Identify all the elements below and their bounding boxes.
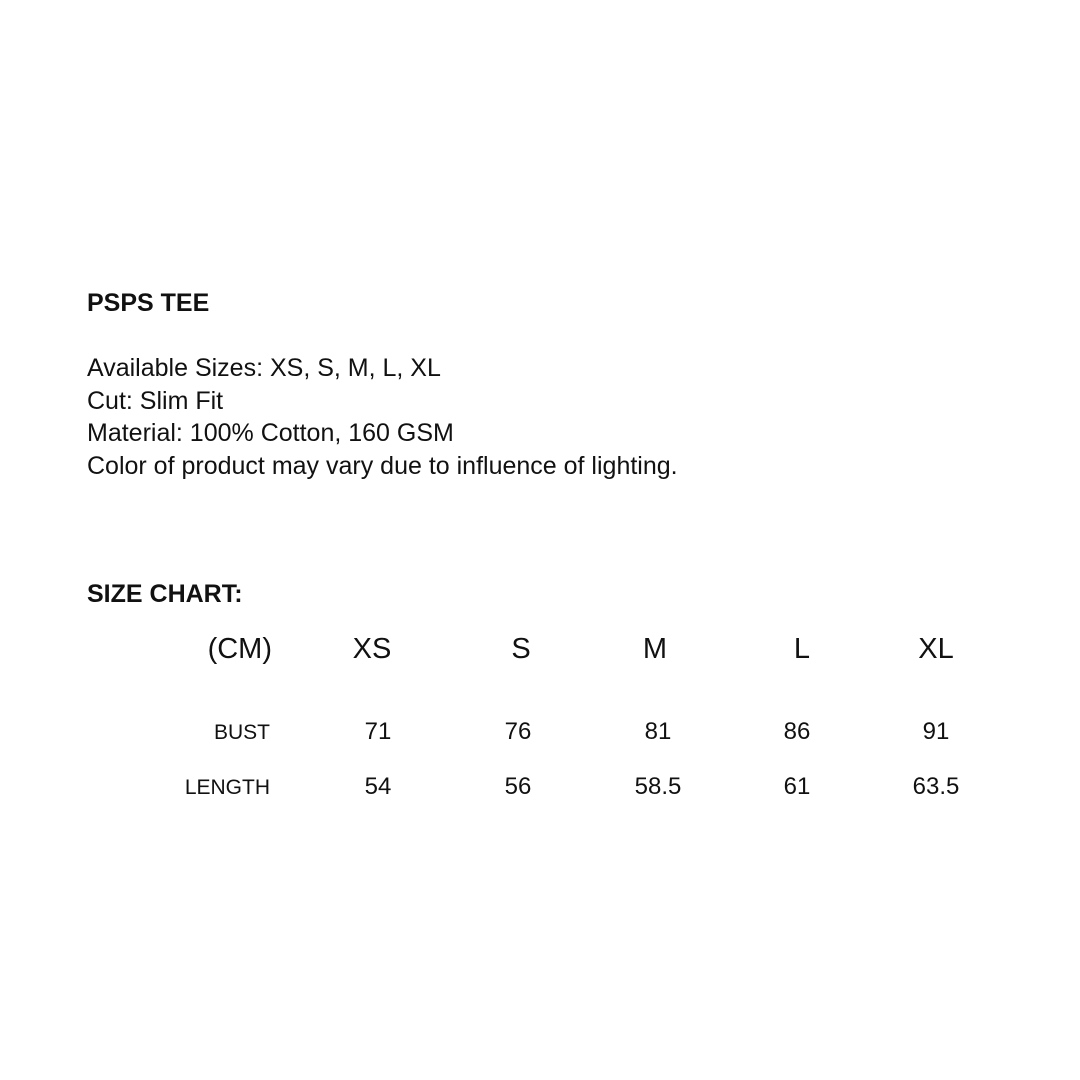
bust-l: 86 [783, 718, 811, 745]
detail-material: Material: 100% Cotton, 160 GSM [87, 419, 454, 447]
detail-color-note: Color of product may vary due to influence of lighting. [87, 451, 678, 480]
size-header-xl: XL [918, 633, 954, 665]
length-xs: 54 [364, 773, 392, 800]
size-header-s: S [511, 633, 531, 665]
bust-xs: 71 [364, 718, 392, 745]
detail-cut: Cut: Slim Fit [87, 386, 224, 415]
bust-s: 76 [504, 718, 532, 745]
bust-xl: 91 [922, 718, 950, 745]
size-header-m: M [642, 633, 668, 665]
product-title: PSPS TEE [87, 289, 210, 317]
bust-m: 81 [644, 718, 672, 745]
unit-label: (CM) [207, 633, 272, 665]
product-details [87, 352, 678, 482]
row-label-length: LENGTH [184, 776, 270, 799]
size-header-xs: XS [352, 633, 392, 665]
detail-available-sizes: Available Sizes: XS, S, M, L, XL [87, 354, 441, 382]
length-m: 58.5 [634, 773, 682, 800]
length-s: 56 [504, 773, 532, 800]
row-label-bust: BUST [213, 721, 270, 744]
size-chart-title: SIZE CHART: [87, 580, 243, 608]
length-xl: 63.5 [912, 773, 960, 800]
length-l: 61 [783, 773, 811, 800]
size-header-l: L [793, 633, 811, 665]
